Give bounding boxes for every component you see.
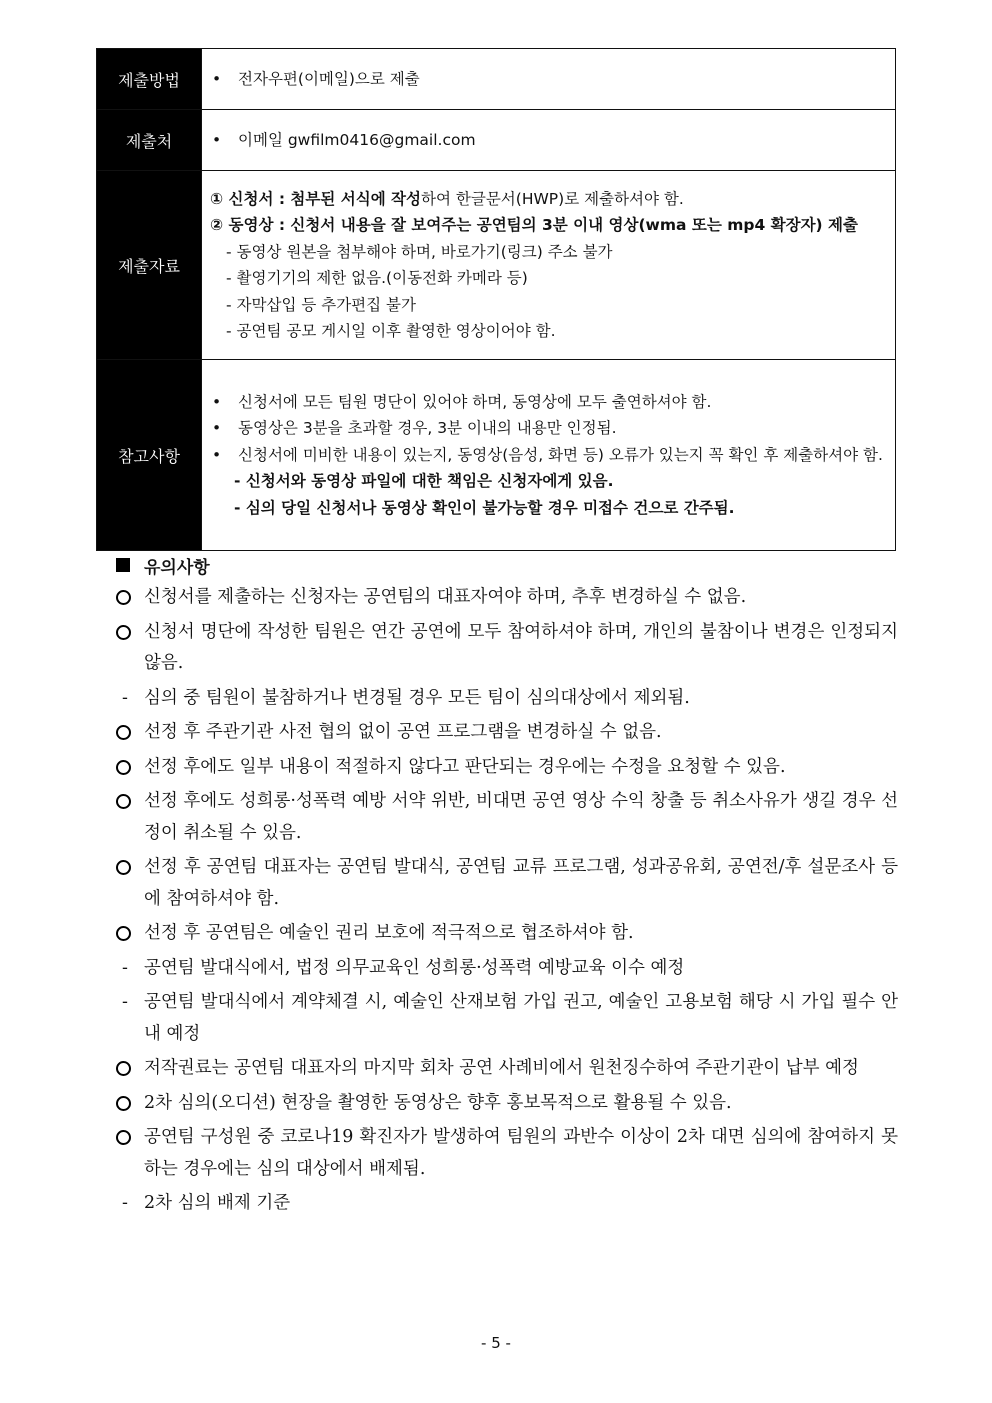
email-address: 이메일 gwfilm0416@gmail.com (238, 130, 476, 149)
bullet-icon: • (212, 445, 222, 464)
row-header: 제출방법 (97, 49, 202, 110)
bullet-icon: • (212, 69, 222, 88)
note-sub-item: - 공연팀 발대식에서, 법정 의무교육인 성희롱·성폭력 예방교육 이수 예정 (122, 953, 898, 985)
material-item: ① 신청서 : 첨부된 서식에 작성하여 한글문서(HWP)로 제출하셔야 함. (210, 189, 684, 208)
row-content: • 전자우편(이메일)으로 제출 (202, 49, 896, 110)
dash-marker: - (122, 992, 128, 1012)
table-row (97, 360, 896, 551)
note-item: 저작권료는 공연팀 대표자의 마지막 회차 공연 사례비에서 원천징수하여 주관기관이 납부 예정 (116, 1053, 898, 1085)
page-number: - 5 - (481, 1334, 511, 1352)
notes-list (116, 582, 898, 1220)
notes-heading: 유의사항 (116, 552, 898, 578)
note-item: 신청서 명단에 작성한 팀원은 연간 공연에 모두 참여하셔야 하며, 개인의 불참이나 변경은 인정되지 않음. (116, 617, 898, 680)
table-row (97, 49, 896, 110)
circle-bullet-icon (116, 617, 144, 649)
dash-marker: - (122, 957, 128, 978)
note-item: 신청서를 제출하는 신청자는 공연팀의 대표자여야 하며, 추후 변경하실 수 없음. (116, 582, 898, 614)
note-item: 선정 후 주관기관 사전 협의 없이 공연 프로그램을 변경하실 수 없음. (116, 717, 898, 749)
row-header: 제출처 (97, 110, 202, 171)
circle-bullet-icon (116, 752, 144, 784)
material-sub-item: - 동영상 원본을 첨부해야 하며, 바로가기(링크) 주소 불가 (226, 242, 613, 261)
material-sub-item: - 자막삽입 등 추가편집 불가 (226, 295, 417, 314)
dash-marker: - (122, 687, 128, 708)
bullet-icon: • (212, 392, 222, 411)
row-header: 제출자료 (97, 171, 202, 360)
note-item: 2차 심의(오디션) 현장을 촬영한 동영상은 향후 홍보목적으로 활용될 수 있음. (116, 1088, 898, 1120)
row-content: • 신청서에 모든 팀원 명단이 있어야 하며, 동영상에 모두 출연하셔야 함. • 동영상은 3분을 초과할 경우, 3분 이내의 내용만 인정됨. • 신청서에 미비한 내용이 있는지, 동영상(음성, 화면 등) 오류가 있는지 꼭 확인 후 제출하셔야 함. - 신청서와 동영상 파일에 대한 책임은 신청자에게 있음. - 심의 당일 신청서나 동영상 확인이 불가능할 경우 미접수 건으로 간주됨. (202, 360, 896, 551)
bold-note: - 신청서와 동영상 파일에 대한 책임은 신청자에게 있음. (234, 472, 614, 491)
row-content (202, 171, 896, 360)
note-item: 선정 후에도 성희롱·성폭력 예방 서약 위반, 비대면 공연 영상 수익 창출 등 취소사유가 생길 경우 선정이 취소될 수 있음. (116, 786, 898, 849)
circle-bullet-icon (116, 582, 144, 614)
bullet-icon: • (212, 419, 222, 438)
note-item: 선정 후 공연팀은 예술인 권리 보호에 적극적으로 협조하셔야 함. (116, 918, 898, 950)
notes-section (116, 552, 898, 1220)
row-content (202, 110, 896, 171)
circle-bullet-icon (116, 1088, 144, 1120)
note-sub-item: - 2차 심의 배제 기준 (122, 1188, 898, 1220)
row-header: 참고사항 (97, 360, 202, 551)
circle-bullet-icon (116, 1122, 144, 1154)
circle-bullet-icon (116, 717, 144, 749)
material-sub-item: - 공연팀 공모 게시일 이후 촬영한 영상이어야 함. (226, 322, 556, 340)
material-sub-item: - 촬영기기의 제한 없음.(이동전화 카메라 등) (226, 269, 528, 287)
dash-marker: - (122, 1193, 128, 1213)
bullet-icon: • (212, 130, 222, 149)
material-item: ② 동영상 : 신청서 내용을 잘 보여주는 공연팀의 3분 이내 영상(wma 또는 mp4 확장자) 제출 (210, 216, 858, 234)
circle-bullet-icon (116, 918, 144, 950)
note-item: 공연팀 구성원 중 코로나19 확진자가 발생하여 팀원의 과반수 이상이 2차 대면 심의에 참여하지 못하는 경우에는 심의 대상에서 배제됨. (116, 1122, 898, 1185)
circle-bullet-icon (116, 852, 144, 884)
circle-bullet-icon (116, 786, 144, 818)
circle-bullet-icon (116, 1053, 144, 1085)
note-sub-item: - 심의 중 팀원이 불참하거나 변경될 경우 모든 팀이 심의대상에서 제외됨. (122, 683, 898, 715)
bold-note: - 심의 당일 신청서나 동영상 확인이 불가능할 경우 미접수 건으로 간주됨. (234, 498, 735, 517)
note-item: 선정 후에도 일부 내용이 적절하지 않다고 판단되는 경우에는 수정을 요청할 수 있음. (116, 752, 898, 784)
table-row (97, 110, 896, 171)
note-item: 선정 후 공연팀 대표자는 공연팀 발대식, 공연팀 교류 프로그램, 성과공유회, 공연전/후 설문조사 등에 참여하셔야 함. (116, 852, 898, 915)
submission-table (96, 48, 896, 551)
square-bullet-icon (116, 558, 130, 572)
note-sub-item: - 공연팀 발대식에서 계약체결 시, 예술인 산재보험 가입 권고, 예술인 고용보험 해당 시 가입 필수 안내 예정 (122, 987, 898, 1050)
table-row (97, 171, 896, 360)
